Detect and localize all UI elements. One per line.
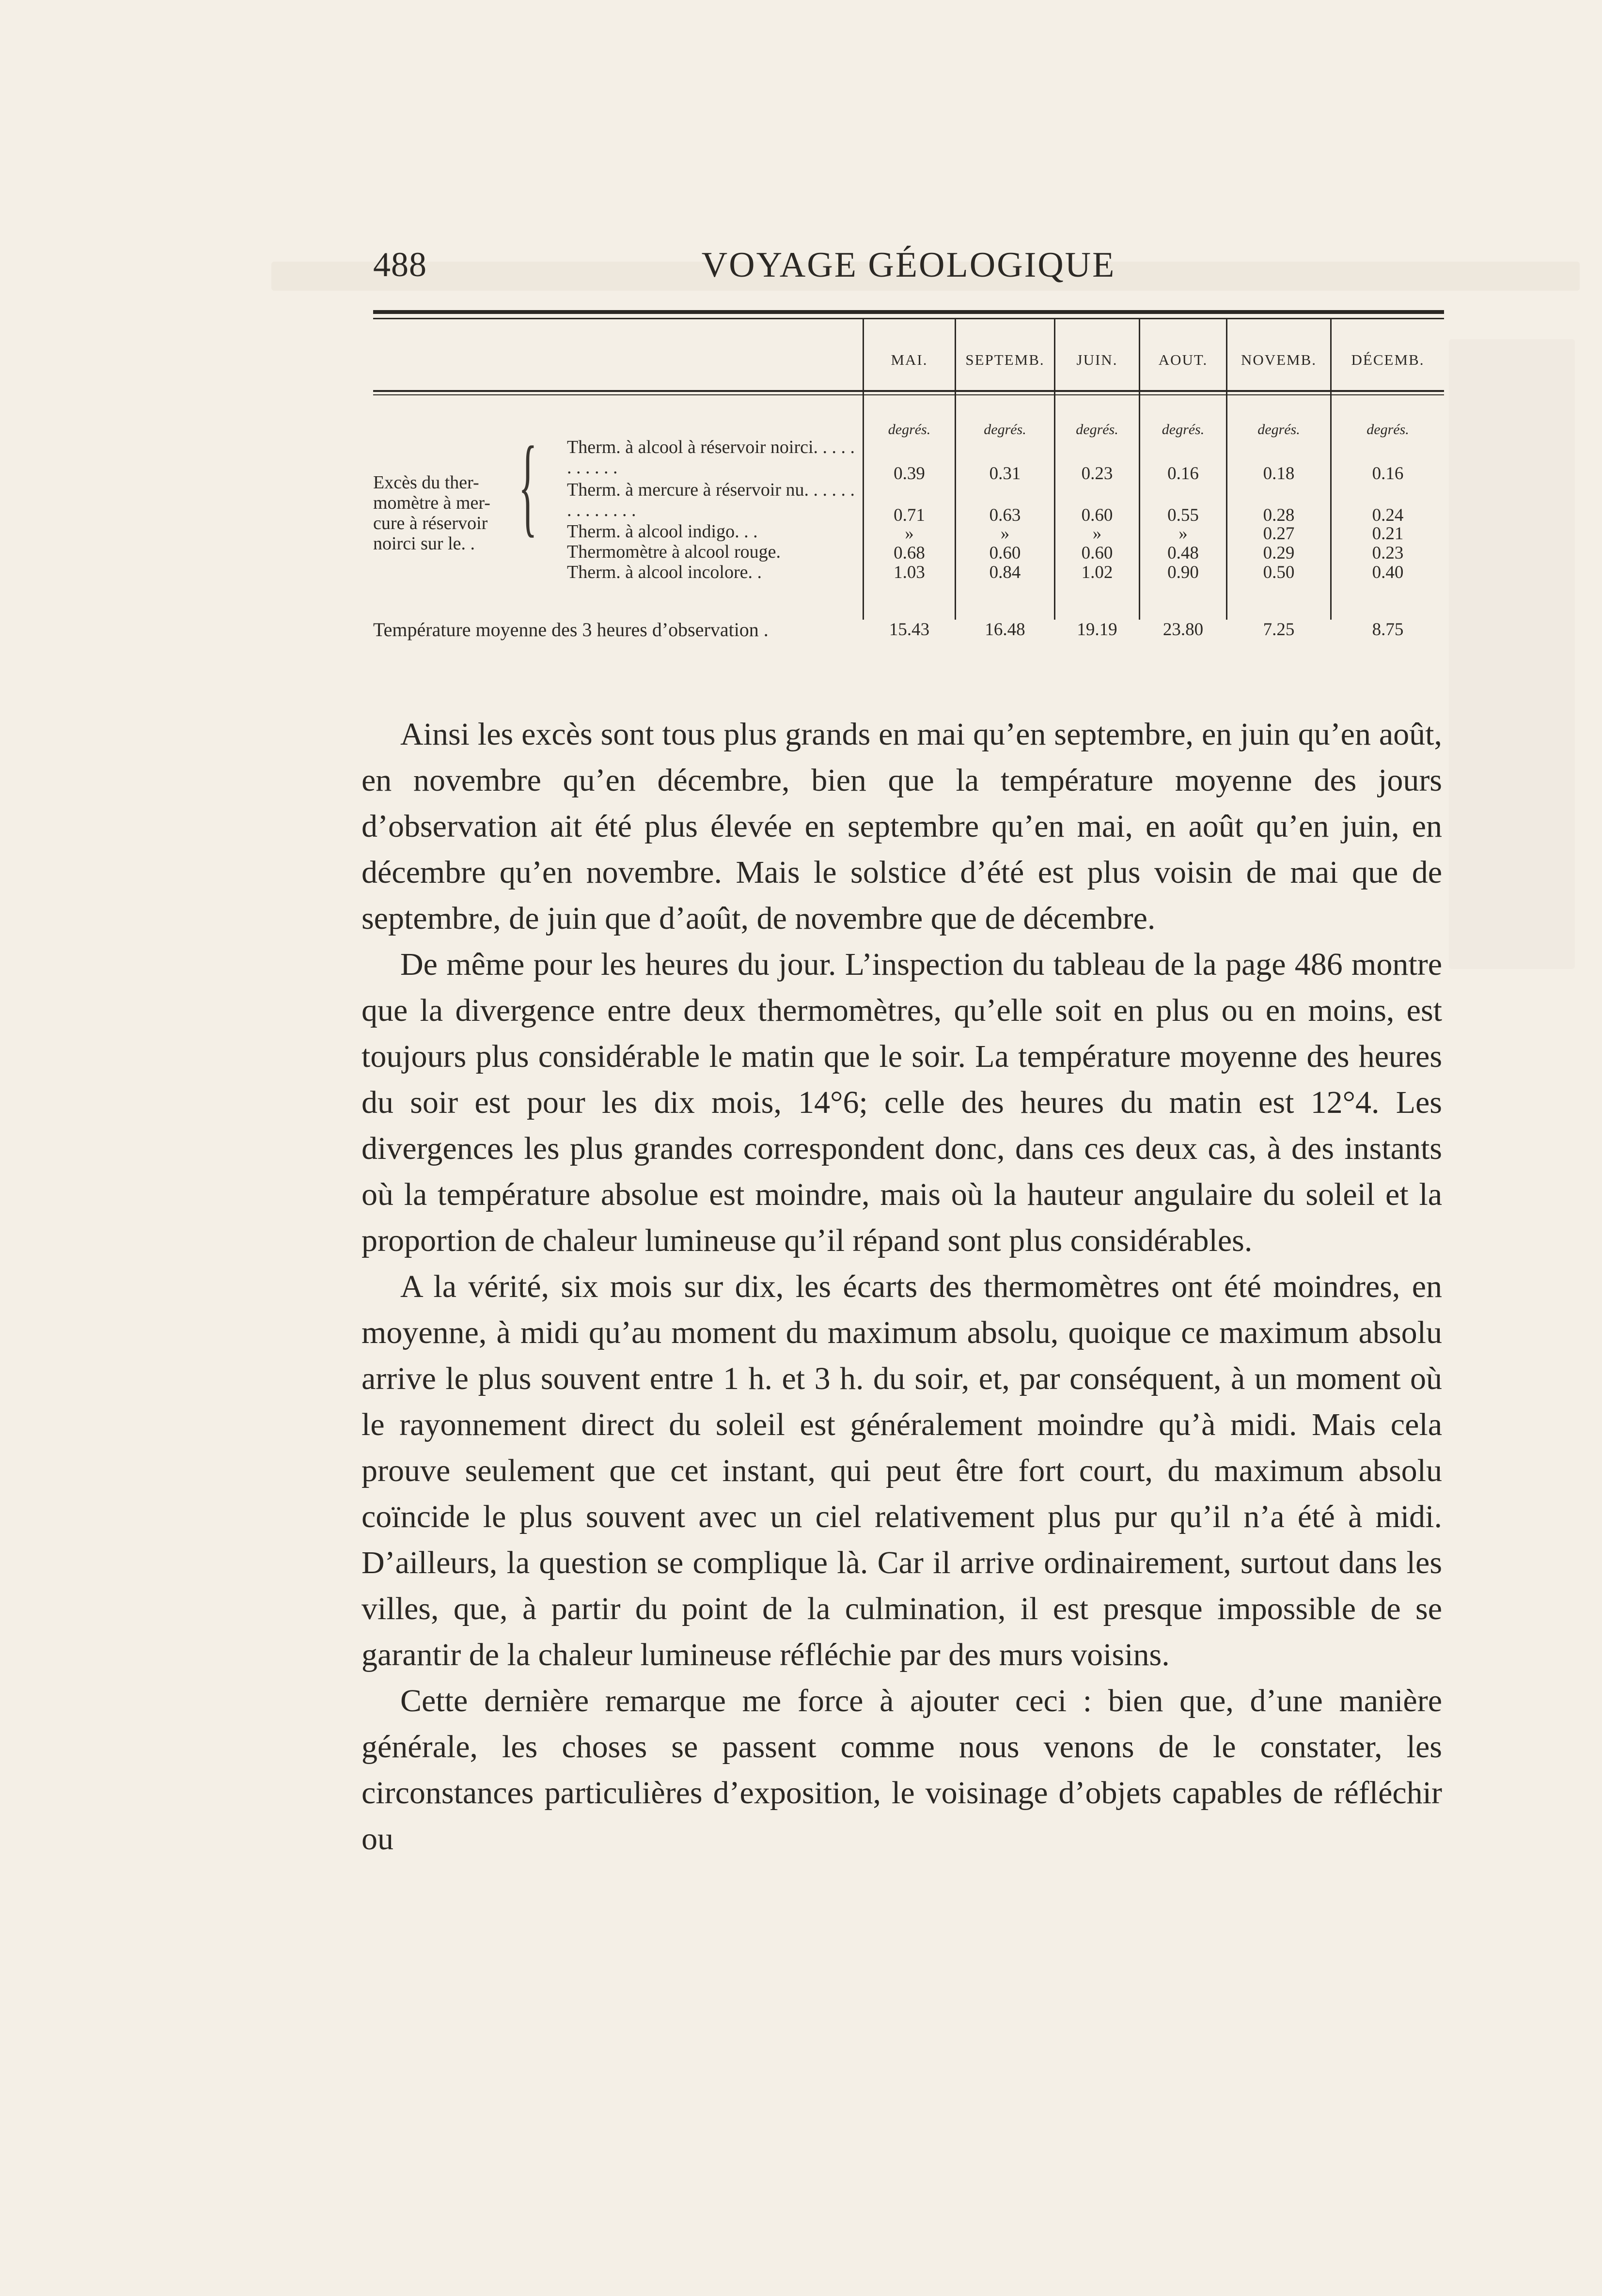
row-label: Thermomètre à alcool rouge. [567, 542, 781, 562]
average-cell: 16.48 [985, 620, 1025, 640]
unit-label: degrés. [1076, 422, 1118, 437]
average-cell: 7.25 [1263, 620, 1295, 640]
table-cell: 0.90 [1167, 562, 1199, 582]
table-cell: 0.28 [1263, 505, 1295, 525]
table-cell: 0.40 [1372, 562, 1404, 582]
group-label: Excès du ther- momètre à mer- cure à réservoir noirci sur le. . [373, 472, 490, 554]
table-cell: 0.84 [989, 562, 1021, 582]
row-label: Therm. à mercure à réservoir nu. . . . . . . . . . . . . . [567, 480, 855, 520]
running-title: VOYAGE GÉOLOGIQUE [701, 245, 1116, 285]
table-cell: 0.24 [1372, 505, 1404, 525]
row-label: Therm. à alcool indigo. . . [567, 521, 758, 542]
table-cell: » [1178, 524, 1188, 544]
table-cell: 0.71 [894, 505, 925, 525]
body-text [361, 711, 1442, 1862]
unit-label: degrés. [888, 422, 931, 437]
table-top-rule [373, 310, 1444, 314]
unit-label: degrés. [1366, 422, 1409, 437]
average-cell: 8.75 [1372, 620, 1404, 640]
table-header-rule [373, 390, 1444, 392]
table-cell: 0.50 [1263, 562, 1295, 582]
table-cell: 0.63 [989, 505, 1021, 525]
table-cell: 0.31 [989, 464, 1021, 484]
table-cell: 1.03 [894, 562, 925, 582]
column-header-decembre: DÉCEMB. [1351, 351, 1425, 368]
column-header-septembre: SEPTEMB. [965, 351, 1045, 368]
paragraph: A la vérité, six mois sur dix, les écarts des thermomètres ont été moindres, en moyenne, à midi qu’au moment du maximum absolu, quoique ce maximum absolu arrive le plus souvent entre 1 h. et 3 h. du soir, et, par conséquent, à un moment où le rayonnement direct du soleil est généralement moindre qu’à midi. Mais cela prouve seulement que cet instant, qui peut être fort court, du maximum absolu coïncide le plus souvent avec un ciel relativement plus pur qu’il n’a été à midi. D’ailleurs, la question se complique là. Car il arrive ordinairement, surtout dans les villes, que, à partir du point de la culmination, il est presque impossible de se garantir de la chaleur lumineuse réfléchie par des murs voisins. [361, 1269, 1442, 1672]
table-cell: 0.18 [1263, 464, 1295, 484]
average-cell: 23.80 [1162, 620, 1204, 640]
paragraph: De même pour les heures du jour. L’inspection du tableau de la page 486 montre que la divergence entre deux thermomètres, qu’elle soit en plus ou en moins, est toujours plus considérable le matin que le soir. La température moyenne des heures du soir est pour les dix mois, 14°6; celle des heures du matin est 12°4. Les divergences les plus grandes correspondent donc, dans ces deux cas, à des instants où la température absolue est moindre, mais où la hauteur angulaire du soleil et la proportion de chaleur lumineuse qu’il répand sont plus considérables. [361, 947, 1442, 1258]
unit-label: degrés. [1257, 422, 1300, 437]
table-cell: » [1092, 524, 1102, 544]
row-label: Therm. à alcool à réservoir noirci. . . . . . . . . . . [567, 437, 855, 478]
group-brace: { [518, 423, 537, 547]
column-header-novembre: NOVEMB. [1241, 351, 1317, 368]
unit-label: degrés. [984, 422, 1026, 437]
table-cell: 0.39 [894, 464, 925, 484]
table-cell: 0.48 [1167, 543, 1199, 563]
unit-label: degrés. [1162, 422, 1205, 437]
table-cell: 0.60 [1081, 505, 1113, 525]
table-cell: 0.23 [1081, 464, 1113, 484]
table-cell: » [905, 524, 914, 544]
table-cell: 0.23 [1372, 543, 1404, 563]
column-header-mai: MAI. [891, 351, 928, 368]
paragraph: Cette dernière remarque me force à ajouter ceci : bien que, d’une manière générale, les choses se passent comme nous venons de le constater, les circonstances particulières d’exposition, le voisinage d’objets capables de réfléchir ou [361, 1683, 1442, 1857]
page-header [373, 245, 1444, 298]
table-cell: 0.27 [1263, 524, 1295, 544]
average-cell: 19.19 [1077, 620, 1117, 640]
column-header-juin: JUIN. [1076, 351, 1118, 368]
table-cell: 0.55 [1167, 505, 1199, 525]
table-cell: 0.60 [1081, 543, 1113, 563]
table-header-rule-thin [373, 394, 1444, 395]
table-cell: » [1000, 524, 1010, 544]
column-header-aout: AOUT. [1158, 351, 1208, 368]
table-cell: 1.02 [1081, 562, 1113, 582]
table-top-rule-thin [373, 318, 1444, 319]
row-label: Therm. à alcool incolore. . [567, 562, 762, 582]
data-table [373, 310, 1444, 649]
table-cell: 0.60 [989, 543, 1021, 563]
table-cell: 0.16 [1372, 464, 1404, 484]
table-cell: 0.21 [1372, 524, 1404, 544]
table-cell: 0.29 [1263, 543, 1295, 563]
average-row-label: Température moyenne des 3 heures d’observation . [373, 619, 769, 640]
bleed-through-shadow [1449, 339, 1575, 969]
paragraph: Ainsi les excès sont tous plus grands en mai qu’en septembre, en juin qu’en août, en novembre qu’en décembre, bien que la température moyenne des jours d’observation ait été plus élevée en septembre qu’en mai, en août qu’en juin, en décembre qu’en novembre. Mais le solstice d’été est plus voisin de mai que de septembre, de juin que d’août, de novembre que de décembre. [361, 717, 1442, 936]
table-cell: 0.16 [1167, 464, 1199, 484]
table-cell: 0.68 [894, 543, 925, 563]
average-cell: 15.43 [889, 620, 930, 640]
page-number: 488 [373, 245, 427, 284]
